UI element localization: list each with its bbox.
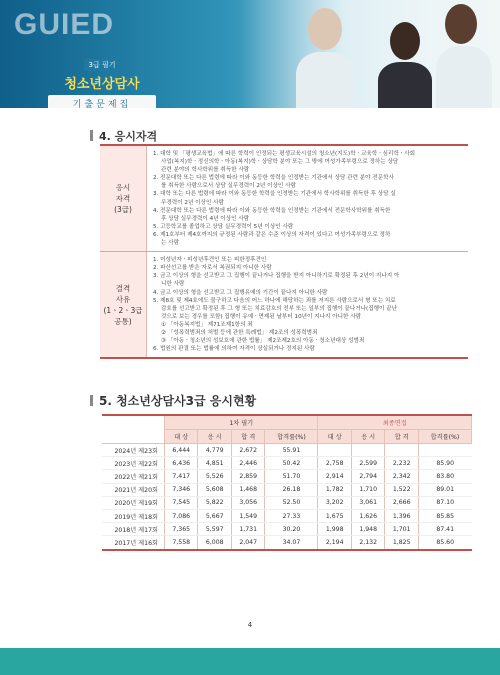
table-cell: 2,194 (318, 536, 351, 550)
row-year-cell: 2021년 제20회 (102, 483, 165, 496)
list-item: 감호를 선고받고 확정된 후 그 형 또는 치료감호의 전부 또는 일부의 집행이 끝나거나(집행이 끝난 (161, 305, 398, 312)
table-cell: 7,558 (165, 536, 198, 550)
table-cell: 6,008 (198, 536, 231, 550)
table-cell: 50.42 (265, 457, 318, 470)
table-row (100, 145, 468, 252)
table-cell: 85.85 (418, 509, 471, 522)
row-year-cell: 2023년 제22회 (102, 457, 165, 470)
label-line: 공통) (114, 316, 132, 326)
table-cell: 2,047 (231, 536, 264, 550)
grade-badge: 3급 필기 (84, 59, 121, 71)
student-head (445, 4, 477, 44)
table-cell: 2,758 (318, 457, 351, 470)
table-cell: 87.41 (418, 523, 471, 536)
table-cell: 5,822 (198, 496, 231, 509)
table-cell (318, 444, 351, 457)
table-cell: 1,948 (351, 523, 384, 536)
table-cell: 1,675 (318, 509, 351, 522)
label-line: 결격 (115, 283, 131, 293)
table-row (102, 483, 472, 496)
row-year-cell: 2024년 제23회 (102, 444, 165, 457)
student-head (308, 8, 342, 50)
students-photo (240, 0, 500, 108)
label-line: (1ㆍ2ㆍ3급 (103, 305, 143, 315)
stats-table-body (102, 444, 472, 550)
table-row (102, 457, 472, 470)
column-header: 합 격 (385, 430, 418, 444)
list-item: ① 「아동복지법」 제71조제1항의 죄 (161, 321, 253, 328)
table-cell: 7,417 (165, 470, 198, 483)
list-item: 5. 고등학교를 졸업하고 상담 실무경력이 5년 이상인 사람 (153, 223, 294, 230)
list-item: 는 사람 (161, 240, 179, 247)
corner-cell (102, 415, 165, 444)
table-cell: 1,549 (231, 509, 264, 522)
table-cell: 2,672 (231, 444, 264, 457)
table-cell: 4,851 (198, 457, 231, 470)
row-label (100, 145, 147, 252)
row-content (147, 145, 469, 252)
table-cell: 1,522 (385, 483, 418, 496)
table-cell: 34.07 (265, 536, 318, 550)
table-cell: 1,468 (231, 483, 264, 496)
book-subtitle: 기출문제집 (48, 95, 156, 108)
table-cell: 51.70 (265, 470, 318, 483)
table-row (102, 496, 472, 509)
table-cell: 7,365 (165, 523, 198, 536)
qualification-table (100, 144, 468, 359)
table-cell: 1,396 (385, 509, 418, 522)
list-item: 6. 제1호부터 제4호까지의 규정된 사람과 같은 수준 이상의 자격이 있다고 여성가족부령으로 정하 (153, 231, 391, 238)
table-row (102, 470, 472, 483)
list-item: 사업(복지)학ㆍ정신의학ㆍ아동(복지)학ㆍ상담학 분야 또는 그 밖에 여성가족부령으로 정하는 상담 (161, 159, 399, 166)
table-cell: 5,597 (198, 523, 231, 536)
list-item: 6. 법원의 판결 또는 법률에 의하여 자격이 상실되거나 정지된 사람 (153, 346, 315, 353)
group-header: 1차 필기 (165, 415, 318, 430)
table-cell: 2,446 (231, 457, 264, 470)
table-cell: 6,436 (165, 457, 198, 470)
list-item: 관련 분야의 학사학위를 취득한 사람 (161, 167, 250, 174)
column-header: 대 상 (318, 430, 351, 444)
column-header: 대 상 (165, 430, 198, 444)
table-cell: 2,342 (385, 470, 418, 483)
heading-text: 4. 응시자격 (99, 130, 158, 143)
table-cell: 6,444 (165, 444, 198, 457)
table-cell: 2,914 (318, 470, 351, 483)
student-body (436, 46, 492, 108)
table-cell: 7,086 (165, 509, 198, 522)
table-cell (385, 444, 418, 457)
list-item: 4. 전문대학 또는 다른 법령에 따라 이와 동등한 학력을 인정받는 기관에서 전문학사학위를 취득한 (153, 207, 391, 214)
table-cell: 1,782 (318, 483, 351, 496)
table-row (102, 536, 472, 550)
list-item: 무경력이 2년 이상인 사람 (161, 199, 224, 206)
table-cell: 2,132 (351, 536, 384, 550)
label-line: (3급) (114, 205, 132, 215)
footer-bar (0, 648, 500, 675)
list-item: ③ 「아동ㆍ청소년의 성보호에 관한 법률」 제2조제2호의 아동ㆍ청소년대상 성범죄 (161, 338, 365, 345)
column-header: 합격률(%) (265, 430, 318, 444)
table-cell (351, 444, 384, 457)
heading-text: 5. 청소년상담사3급 응시현황 (99, 394, 257, 408)
table-cell: 83.80 (418, 470, 471, 483)
list-item: 니한 사람 (161, 281, 185, 288)
label-line: 사유 (115, 294, 131, 304)
table-cell: 5,608 (198, 483, 231, 496)
table-cell: 85.60 (418, 536, 471, 550)
table-row (102, 444, 472, 457)
table-cell: 55.91 (265, 444, 318, 457)
table-cell: 1,701 (385, 523, 418, 536)
table-cell (418, 444, 471, 457)
stats-table (102, 414, 472, 551)
row-year-cell: 2020년 제19회 (102, 496, 165, 509)
table-cell: 87.10 (418, 496, 471, 509)
table-cell: 2,794 (351, 470, 384, 483)
table-row (102, 509, 472, 522)
table-cell: 7,545 (165, 496, 198, 509)
column-header: 응 시 (351, 430, 384, 444)
row-content (147, 252, 469, 359)
column-header: 합 격 (231, 430, 264, 444)
table-cell: 2,232 (385, 457, 418, 470)
list-item: 1. 대학 및 「평생교육법」에 따른 학력이 인정되는 평생교육시설의 청소년(지도)학ㆍ교육학ㆍ심리학ㆍ사회 (153, 151, 416, 157)
column-header: 응 시 (198, 430, 231, 444)
list-item: 2. 파산선고를 받은 자로서 복권되지 아니한 사람 (153, 265, 272, 272)
column-header: 합격률(%) (418, 430, 471, 444)
table-cell: 1,825 (385, 536, 418, 550)
row-year-cell: 2022년 제21회 (102, 470, 165, 483)
list-item: 2. 전문대학 또는 다른 법령에 따라 이와 동등한 학력을 인정받는 기관에서 상담 관련 분야 전문학사 (153, 175, 394, 182)
table-cell: 27.33 (265, 509, 318, 522)
list-item: 3. 대학 또는 다른 법령에 따라 이와 동등한 학력을 인정받는 기관에서 학사학위를 취득한 후 상담 실 (153, 191, 396, 198)
table-cell: 89.01 (418, 483, 471, 496)
table-cell: 30.20 (265, 523, 318, 536)
table-row (102, 523, 472, 536)
row-label (100, 252, 147, 359)
table-cell: 3,061 (351, 496, 384, 509)
row-year-cell: 2019년 제18회 (102, 509, 165, 522)
table-row (100, 252, 468, 359)
list-item: 1. 미성년자ㆍ피성년후견인 또는 피한정후견인 (153, 257, 267, 264)
table-cell: 26.18 (265, 483, 318, 496)
label-line: 응시 (115, 183, 131, 193)
row-year-cell: 2018년 제17회 (102, 523, 165, 536)
list-item: 3. 금고 이상의 형을 선고받고 그 집행이 끝나거나 집행을 받지 아니하기로 확정된 후 2년이 지나지 아 (153, 273, 400, 280)
table-cell: 52.50 (265, 496, 318, 509)
row-year-cell: 2017년 제16회 (102, 536, 165, 550)
student-head (390, 22, 420, 60)
list-item: 를 취득한 사람으로서 상담 실무경력이 2년 이상인 사람 (161, 183, 296, 190)
table-cell: 2,859 (231, 470, 264, 483)
student-body (296, 52, 354, 108)
group-header: 최종면접 (318, 415, 472, 430)
table-cell: 1,998 (318, 523, 351, 536)
table-cell: 1,626 (351, 509, 384, 522)
table-cell: 1,731 (231, 523, 264, 536)
student-body (378, 62, 432, 108)
table-cell: 5,526 (198, 470, 231, 483)
table-cell: 4,779 (198, 444, 231, 457)
table-cell: 7,346 (165, 483, 198, 496)
list-item: 5. 제8호 및 제4호에도 불구하고 다음의 어느 하나에 해당하는 죄를 저지른 사람으로서 형 또는 치료 (153, 297, 396, 304)
heading-marker (90, 395, 93, 406)
section-heading-qualification (90, 128, 157, 144)
table-cell: 2,599 (351, 457, 384, 470)
heading-marker (90, 130, 93, 141)
table-cell: 85.90 (418, 457, 471, 470)
table-cell: 2,666 (385, 496, 418, 509)
book-title-box (48, 52, 156, 108)
header-banner (0, 0, 500, 108)
list-item: 후 상담 실무경력이 4년 이상인 사람 (161, 215, 250, 222)
table-header-row (102, 415, 472, 430)
table-cell: 1,710 (351, 483, 384, 496)
page-number: 4 (247, 621, 253, 629)
list-item: 것으로 보는 경우를 포함) 집행이 유예ㆍ면제된 날부터 10년이 지나지 아니한 사람 (161, 313, 361, 320)
list-item: ② 「성폭력범죄의 처벌 등에 관한 특례법」 제2조의 성폭력범죄 (161, 329, 318, 336)
guide-watermark: GUIED (14, 8, 115, 41)
table-cell: 3,056 (231, 496, 264, 509)
book-title: 청소년상담사 (64, 77, 140, 92)
table-cell: 5,667 (198, 509, 231, 522)
table-cell: 3,202 (318, 496, 351, 509)
label-line: 자격 (115, 194, 131, 204)
section-heading-stats (90, 392, 256, 409)
list-item: 4. 금고 이상의 형을 선고받고 그 집행유예의 기간이 끝나지 아니한 사람 (153, 289, 328, 296)
